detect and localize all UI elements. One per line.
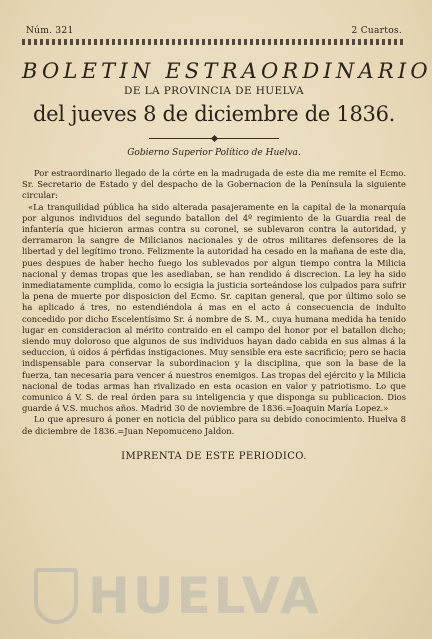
article-paragraph-circular: «La tranquilidad pública ha sido alterada pasajeramente en la capital de la monarquía por algunos individuos del segundo batallon del 4º regimiento de la Guardia real de infantería que hicieron armas contra su coronel, se sublevaron contra la autoridad, y derramaron la sangre de Milicianos nacionales y de otros militares defensores de la libertad y del legítimo trono. Felizmente la autoridad ha cesado en la mañana de este dia, pues despues de haber hecho fuego los sublevados por algun tiempo contra la Milicia nacional y demas tropas que les asediaban, se han rendido á discrecion. La ley ha sido inmediatamente cumplida, como lo ecsigia la justicia sorteándose los culpados para sufrir la pena de muerte por disposicion del Ecmo. Sr. capitan general, que por último solo se ha aplicado á tres, no estendiéndola á mas en el acto á consecuencia de indulto concedido por dicho Escelentísimo Sr. á nombre de S. M., cuya humana medida ha tenido lugar en consideracion al mérito contraido en el campo del honor por el batallon dicho; siendo muy doloroso que algunos de sus individuos hayan dado cabida en sus almas á la seduccion, ú oidos á pérfidas instigaciones. Muy sensible era este sacrificio; pero se hacia indispensable para conservar la subordinacion y la disciplina, que son la base de la fuerza, tan necesaria para vencer á nuestros enemigos. Las tropas del ejército y la Milicia nacional de todas armas han rivalizado en esta ocasion en valor y patriotismo. Lo que comunico á V. S. de real órden para su inteligencia y que disponga su publicacion. Dios guarde á V.S. muchos años. Madrid 30 de noviembre de 1836.=Joaquin María Lopez.» bbox=[22, 201, 406, 414]
masthead-title: BOLETIN ESTRAORDINARIO bbox=[22, 59, 432, 83]
article-paragraph-closing: Lo que apresuro á poner en noticia del público para su debido conocimiento. Huelva 8 de diciembre de 1836.=Juan Nepomuceno Jaldon. bbox=[22, 414, 406, 436]
header-line bbox=[22, 26, 406, 36]
article-body bbox=[22, 168, 406, 437]
divider-rule bbox=[149, 138, 279, 139]
article-paragraph-intro: Por estraordinario llegado de la córte en la madrugada de este dia me remite el Ecmo. Sr. Secretario de Estado y del despacho de la Gobernacion de la Península la siguiente circular: bbox=[22, 168, 406, 201]
masthead-subtitle: DE LA PROVINCIA DE HUELVA bbox=[124, 85, 304, 97]
issue-number: Núm. 321 bbox=[26, 26, 74, 36]
library-watermark bbox=[34, 561, 404, 631]
ornamental-border bbox=[22, 39, 406, 45]
watermark-text: HUELVA bbox=[88, 567, 322, 625]
shield-icon bbox=[34, 568, 78, 624]
issue-date: del jueves 8 de diciembre de 1836. bbox=[32, 102, 396, 126]
issue-price: 2 Cuartos. bbox=[351, 26, 402, 36]
printer-imprint: IMPRENTA DE ESTE PERIODICO. bbox=[121, 450, 307, 462]
section-title: Gobierno Superior Político de Huelva. bbox=[127, 148, 301, 158]
